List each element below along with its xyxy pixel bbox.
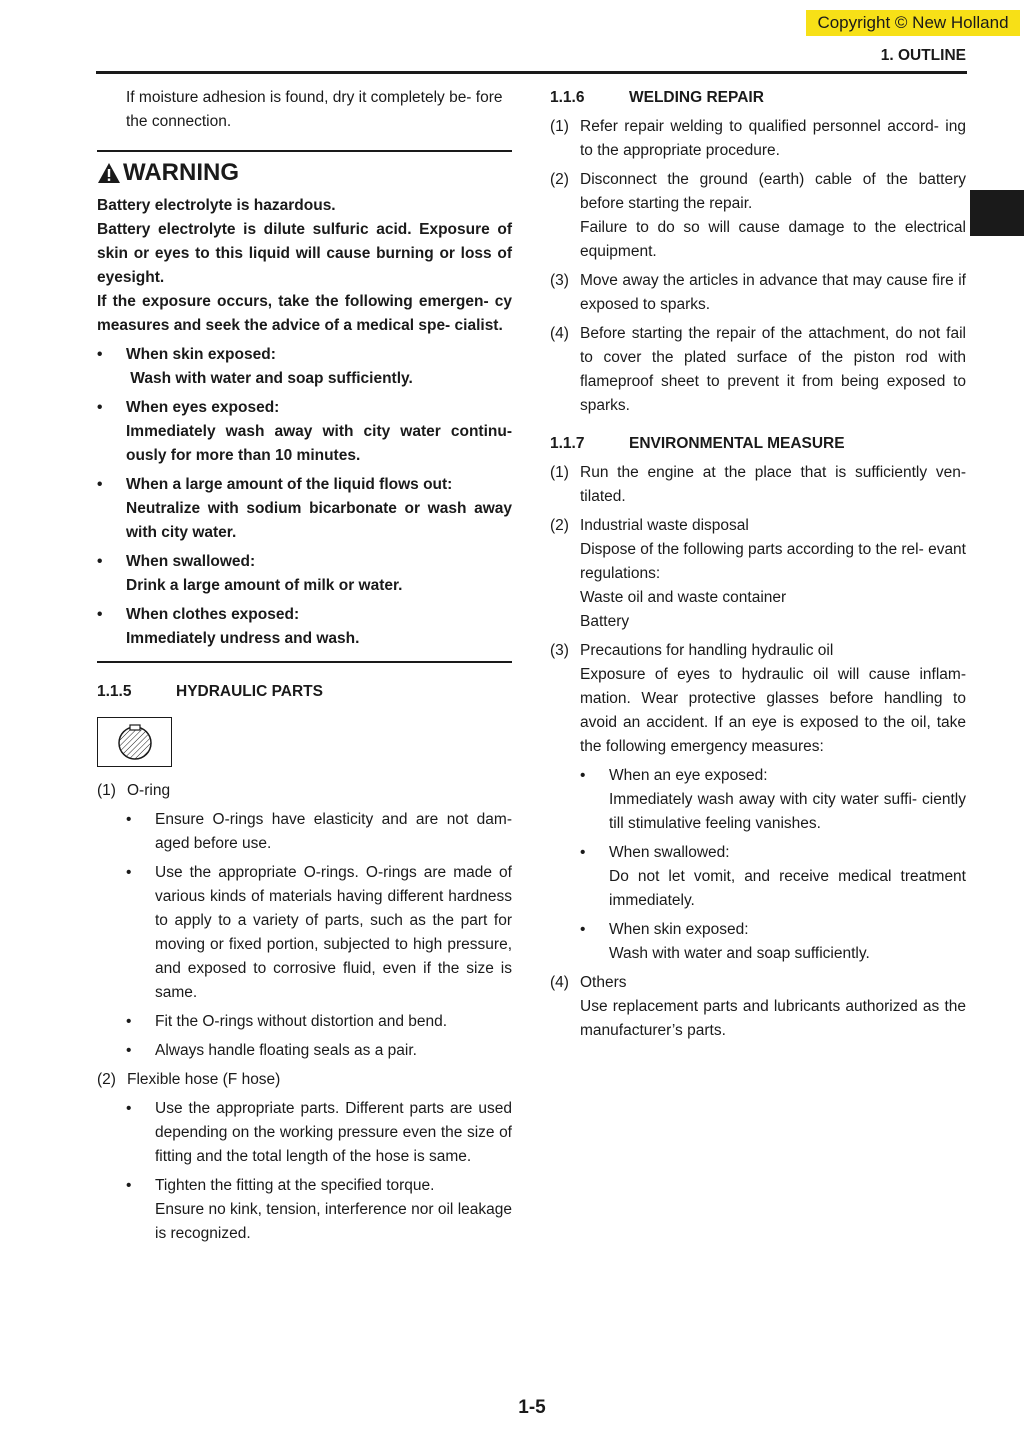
- environment-item: [550, 971, 966, 1043]
- page-number: 1-5: [518, 1397, 546, 1418]
- list-item: [126, 808, 512, 856]
- hose-bullet-list: [126, 1097, 512, 1246]
- bullet-icon: •: [97, 606, 103, 623]
- bullet-body: Do not let vomit, and receive medical treatment immediately.: [609, 868, 966, 909]
- bullet-head: When eyes exposed:: [126, 399, 280, 416]
- section-heading-environment: [550, 432, 966, 456]
- list-item: [126, 861, 512, 1005]
- section-number: 1.1.6: [550, 89, 585, 106]
- section-title: ENVIRONMENTAL MEASURE: [629, 435, 845, 452]
- bullet-icon: •: [126, 1177, 132, 1194]
- warning-bullet: [97, 396, 512, 468]
- item-number: (2): [550, 517, 569, 534]
- bullet-icon: •: [97, 553, 103, 570]
- bullet-head: When swallowed:: [609, 844, 730, 861]
- warning-heading: [97, 158, 512, 188]
- bullet-icon: •: [97, 476, 103, 493]
- list-item: [580, 764, 966, 836]
- item-number: (2): [97, 1071, 116, 1088]
- environment-item: [550, 514, 966, 634]
- list-item: [580, 918, 966, 966]
- warning-title: WARNING: [123, 159, 239, 186]
- item-number: (2): [550, 171, 569, 188]
- welding-item: [550, 168, 966, 264]
- environment-item: [550, 461, 966, 509]
- warning-line: Battery electrolyte is dilute sulfuric acid. Exposure of skin or eyes to this liquid will cause burning or loss of eyesight.: [97, 221, 512, 286]
- bullet-text: Use the appropriate O-rings. O-rings are made of various kinds of materials having different hardness to apply to a variety of parts, such as the part for moving or fixed portion, subjected to high pressure, and exposed to corrosive fluid, even if the size is same.: [155, 864, 512, 1001]
- oring-bullet-list: [126, 808, 512, 1063]
- warning-bullet-list: [97, 343, 512, 651]
- hydraulic-item: [97, 779, 512, 803]
- bullet-text: Fit the O-rings without distortion and bend.: [155, 1013, 448, 1030]
- warning-line: If the exposure occurs, take the following emergen- cy measures and seek the advice of a medical spe- cialist.: [97, 293, 512, 334]
- oring-symbol-box: [97, 717, 172, 767]
- item-text: Run the engine at the place that is sufficiently ven- tilated.: [580, 464, 966, 505]
- bullet-body: Immediately wash away with city water continu- ously for more than 10 minutes.: [126, 423, 512, 464]
- bullet-text: Ensure O-rings have elasticity and are not dam- aged before use.: [155, 811, 512, 852]
- bullet-text: Tighten the fitting at the specified torque.: [155, 1177, 435, 1194]
- list-item: [126, 1039, 512, 1063]
- item-text: Before starting the repair of the attachment, do not fail to cover the plated surface of the piston rod with flameproof sheet to prevent it from being exposed to sparks.: [580, 325, 966, 414]
- bullet-icon: •: [126, 1100, 132, 1117]
- list-item: [126, 1010, 512, 1034]
- left-column: [97, 86, 512, 1246]
- oring-icon: [115, 722, 155, 762]
- bullet-icon: •: [580, 767, 586, 784]
- item-text: Industrial waste disposal: [580, 517, 749, 534]
- bullet-icon: •: [97, 346, 103, 363]
- item-number: (1): [97, 782, 116, 799]
- item-text: Precautions for handling hydraulic oil: [580, 642, 834, 659]
- warning-bullet: [97, 473, 512, 545]
- item-text: Move away the articles in advance that may cause fire if exposed to sparks.: [580, 272, 966, 313]
- list-item: [126, 1097, 512, 1169]
- bullet-icon: •: [126, 1042, 132, 1059]
- warning-line: Battery electrolyte is hazardous.: [97, 197, 336, 214]
- bullet-body: Wash with water and soap sufficiently.: [126, 370, 413, 387]
- item-number: (4): [550, 974, 569, 991]
- welding-item: [550, 115, 966, 163]
- welding-item: [550, 269, 966, 317]
- bullet-icon: •: [580, 844, 586, 861]
- item-text: Use replacement parts and lubricants authorized as the manufacturer’s parts.: [580, 998, 966, 1039]
- warning-box: [97, 150, 512, 663]
- bullet-body: Immediately undress and wash.: [126, 630, 360, 647]
- header-rule: [96, 71, 967, 74]
- item-text: Failure to do so will cause damage to the electrical equipment.: [580, 219, 966, 260]
- hydraulic-item: [97, 1068, 512, 1092]
- bullet-body: Neutralize with sodium bicarbonate or wash away with city water.: [126, 500, 512, 541]
- bullet-head: When a large amount of the liquid flows out:: [126, 476, 453, 493]
- section-number: 1.1.5: [97, 683, 132, 700]
- item-label: Flexible hose (F hose): [127, 1071, 281, 1088]
- bullet-head: When swallowed:: [126, 553, 256, 570]
- bullet-icon: •: [126, 864, 132, 881]
- right-column: [550, 86, 966, 1043]
- item-number: (1): [550, 118, 569, 135]
- section-heading-hydraulic: [97, 680, 512, 704]
- list-item: [126, 1174, 512, 1246]
- section-heading-welding: [550, 86, 966, 110]
- intro-paragraph: If moisture adhesion is found, dry it completely be- fore the connection.: [126, 89, 503, 130]
- item-number: (1): [550, 464, 569, 481]
- section-title: WELDING REPAIR: [629, 89, 764, 106]
- hydraulic-oil-bullet-list: [580, 764, 966, 966]
- environment-item: [550, 639, 966, 759]
- item-number: (3): [550, 272, 569, 289]
- item-text: Battery: [580, 613, 630, 630]
- bullet-text: Ensure no kink, tension, interference nor oil leakage is recognized.: [155, 1201, 512, 1242]
- bullet-icon: •: [126, 1013, 132, 1030]
- bullet-icon: •: [580, 921, 586, 938]
- chapter-title: 1. OUTLINE: [880, 47, 966, 64]
- item-text: Disconnect the ground (earth) cable of the battery before starting the repair.: [580, 171, 966, 212]
- warning-bullet: [97, 603, 512, 651]
- item-text: Waste oil and waste container: [580, 589, 787, 606]
- item-number: (4): [550, 325, 569, 342]
- copyright-badge: Copyright © New Holland: [806, 10, 1020, 36]
- item-text: Refer repair welding to qualified personnel accord- ing to the appropriate procedure.: [580, 118, 966, 159]
- section-number: 1.1.7: [550, 435, 585, 452]
- bullet-text: Use the appropriate parts. Different parts are used depending on the working pressure even the size of fitting and the total length of the hose is same.: [155, 1100, 512, 1165]
- bullet-head: When skin exposed:: [609, 921, 749, 938]
- item-text: Exposure of eyes to hydraulic oil will cause inflam- mation. Wear protective glasses before handling to avoid an accident. If an eye is exposed to the oil, take the following emergency measures:: [580, 666, 966, 755]
- bullet-body: Drink a large amount of milk or water.: [126, 577, 403, 594]
- bullet-icon: •: [97, 399, 103, 416]
- section-title: HYDRAULIC PARTS: [176, 683, 323, 700]
- bullet-head: When an eye exposed:: [609, 767, 768, 784]
- bullet-head: When clothes exposed:: [126, 606, 300, 623]
- welding-item: [550, 322, 966, 418]
- item-label: O-ring: [127, 782, 171, 799]
- bullet-icon: •: [126, 811, 132, 828]
- item-number: (3): [550, 642, 569, 659]
- list-item: [580, 841, 966, 913]
- item-text: Dispose of the following parts according to the rel- evant regulations:: [580, 541, 966, 582]
- warning-bullet: [97, 343, 512, 391]
- bullet-body: Wash with water and soap sufficiently.: [609, 945, 870, 962]
- warning-triangle-icon: [97, 162, 121, 184]
- bullet-body: Immediately wash away with city water suffi- ciently till stimulative feeling vanishes.: [609, 791, 966, 832]
- bullet-head: When skin exposed:: [126, 346, 276, 363]
- warning-bullet: [97, 550, 512, 598]
- chapter-thumb-tab: [970, 190, 1024, 236]
- bullet-text: Always handle floating seals as a pair.: [155, 1042, 417, 1059]
- item-text: Others: [580, 974, 627, 991]
